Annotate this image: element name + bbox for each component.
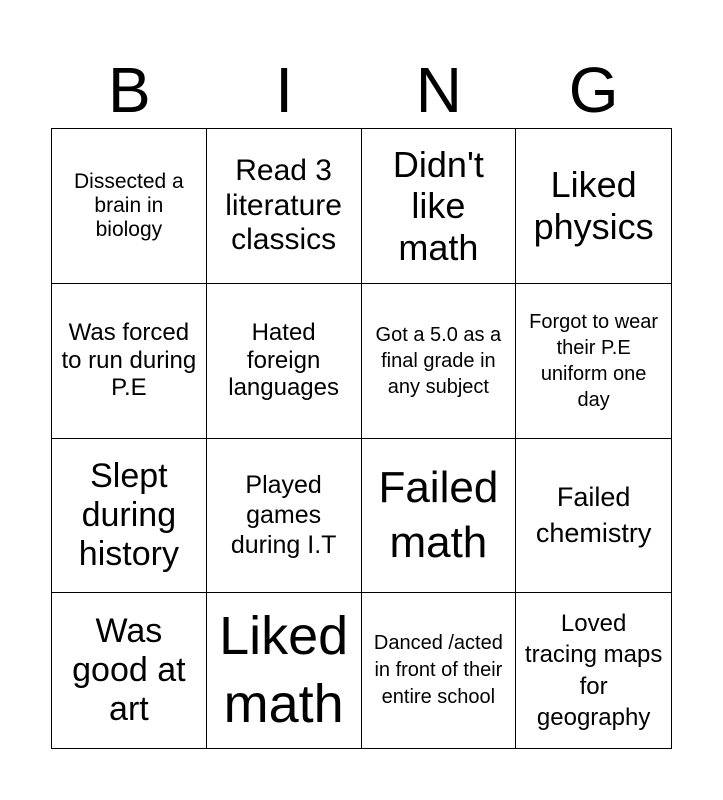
bingo-cell-1-4[interactable] — [516, 129, 671, 284]
cell-text: Hated foreign languages — [228, 319, 339, 402]
cell-text: Failed math — [378, 463, 499, 568]
cell-text: Forgot to wear their P.E uniform one day — [529, 310, 659, 411]
cell-text: Played games during I.T — [230, 471, 337, 560]
bingo-cell-3-2[interactable] — [207, 439, 362, 594]
cell-text: Read 3 literature classics — [225, 154, 342, 257]
header-letter-g: G — [568, 54, 619, 126]
bingo-cell-1-1[interactable] — [52, 129, 207, 284]
header-letter-n: N — [415, 54, 462, 126]
bingo-cell-4-1[interactable] — [52, 593, 207, 748]
bingo-cell-2-3[interactable] — [362, 284, 517, 439]
bingo-board — [51, 128, 672, 749]
bingo-cell-2-1[interactable] — [52, 284, 207, 439]
bingo-cell-1-3[interactable] — [362, 129, 517, 284]
cell-text: Failed chemistry — [535, 481, 652, 549]
cell-text: Liked physics — [533, 164, 654, 247]
bingo-cell-3-4[interactable] — [516, 439, 671, 594]
cell-text: Loved tracing maps for geography — [524, 610, 663, 731]
cell-text: Was good at art — [72, 611, 186, 729]
header-letter-i: I — [275, 54, 294, 126]
bingo-header — [52, 55, 671, 125]
bingo-cell-4-4[interactable] — [516, 593, 671, 748]
bingo-cell-4-2[interactable] — [207, 593, 362, 748]
cell-text: Danced /acted in front of their entire school — [373, 632, 503, 709]
cell-text: Slept during history — [78, 456, 179, 573]
cell-text: Was forced to run during P.E — [61, 319, 197, 402]
bingo-cell-3-3[interactable] — [362, 439, 517, 594]
bingo-cell-1-2[interactable] — [207, 129, 362, 284]
header-letter-b: B — [108, 54, 151, 126]
cell-text: Dissected a brain in biology — [74, 169, 184, 241]
bingo-cell-3-1[interactable] — [52, 439, 207, 594]
bingo-cell-4-3[interactable] — [362, 593, 517, 748]
cell-text: Got a 5.0 as a final grade in any subject — [375, 323, 502, 398]
cell-text: Liked math — [219, 606, 349, 734]
cell-text: Didn't like math — [392, 143, 484, 268]
bingo-cell-2-4[interactable] — [516, 284, 671, 439]
bingo-cell-2-2[interactable] — [207, 284, 362, 439]
